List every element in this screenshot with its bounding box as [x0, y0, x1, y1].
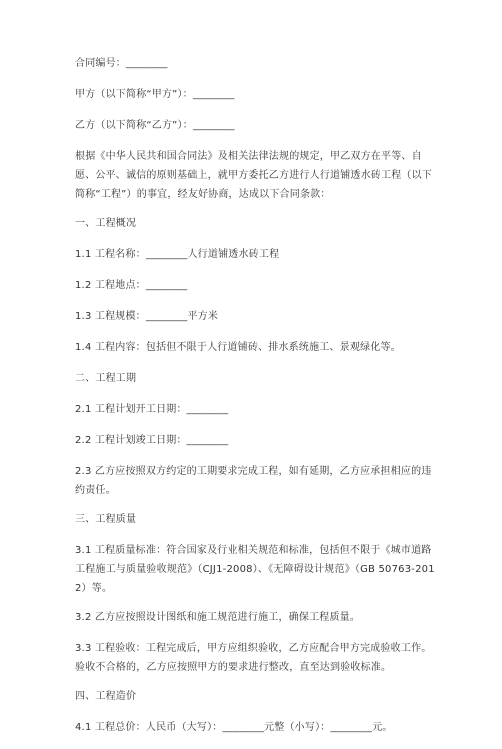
clause-1-4: 1.4 工程内容：包括但不限于人行道铺砖、排水系统施工、景观绿化等。 [75, 342, 401, 353]
section-heading-overview: 一、工程概况 [75, 218, 137, 229]
clause-1-1: 1.1 工程名称：________人行道铺透水砖工程 [75, 249, 280, 260]
clause-4-1: 4.1 工程总价：人民币（大写）：________元整（小写）：________元。 [75, 722, 393, 733]
clause-3-3: 3.3 工程验收：工程完成后，甲方应组织验收，乙方应配合甲方完成验收工作。验收不合格的，乙方应按照甲方的要求进行整改，直至达到验收标准。 [75, 643, 432, 673]
clause-3-1: 3.1 工程质量标准：符合国家及行业相关规范和标准，包括但不限于《城市道路工程施工与质量验收规范》（CJJ1-2008）、《无障碍设计规范》（GB 50763-2012）等。 [75, 545, 435, 594]
clause-2-3: 2.3 乙方应按照双方约定的工期要求完成工程，如有延期，乙方应承担相应的违约责任。 [75, 466, 432, 496]
clause-1-3: 1.3 工程规模：________平方米 [75, 311, 219, 322]
section-heading-quality: 三、工程质量 [75, 514, 137, 525]
clause-1-2: 1.2 工程地点：________ [75, 280, 188, 291]
contract-number: 合同编号：________ [75, 58, 168, 69]
section-heading-schedule: 二、工程工期 [75, 373, 137, 384]
clause-2-2: 2.2 工程计划竣工日期：________ [75, 435, 229, 446]
party-b: 乙方（以下简称“乙方”）：________ [75, 120, 235, 131]
clause-2-1: 2.1 工程计划开工日期：________ [75, 404, 229, 415]
document-body [75, 54, 437, 749]
clause-3-2: 3.2 乙方应按照设计图纸和施工规范进行施工，确保工程质量。 [75, 612, 361, 623]
party-a: 甲方（以下简称“甲方”）：________ [75, 89, 235, 100]
preamble-paragraph: 根据《中华人民共和国合同法》及相关法律法规的规定，甲乙双方在平等、自愿、公平、诚信的原则基础上，就甲方委托乙方进行人行道铺透水砖工程（以下简称“工程”）的事宜，经友好协商，达成以下合同条款： [75, 151, 432, 200]
section-heading-cost: 四、工程造价 [75, 691, 137, 702]
